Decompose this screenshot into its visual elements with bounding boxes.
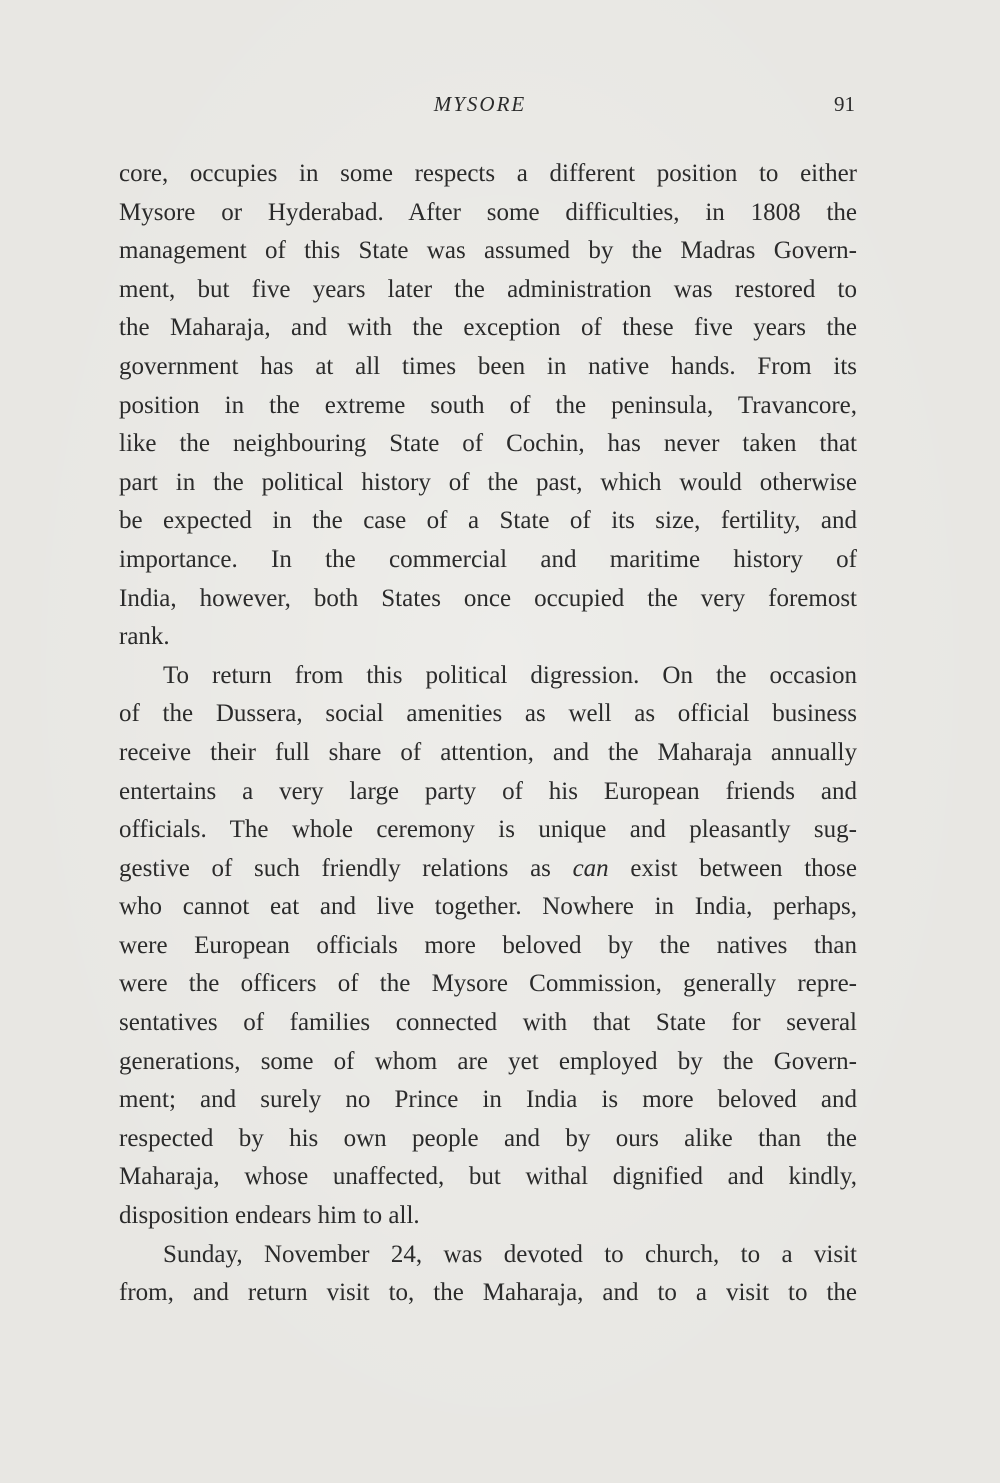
text-line: rank.: [119, 623, 170, 651]
text-line: sentatives of families connected with that State for several: [119, 1009, 857, 1037]
page-number: 91: [834, 92, 855, 116]
text-line: who cannot eat and live together. Nowhere in India, perhaps,: [119, 893, 857, 921]
text-line-with-italic: [119, 850, 857, 889]
text-line: entertains a very large party of his European friends and: [119, 777, 857, 805]
text-segment: exist between those: [608, 854, 857, 882]
text-line: Maharaja, whose unaffected, but withal dignified and kindly,: [119, 1163, 857, 1191]
text-line: of the Dussera, social amenities as well as official business: [119, 700, 857, 728]
text-line: To return from this political digression. On the occasion: [163, 661, 857, 689]
text-line: from, and return visit to, the Maharaja, and to a visit to the: [119, 1279, 857, 1307]
italic-word: can: [572, 854, 609, 882]
text-line: ment; and surely no Prince in India is more beloved and: [119, 1086, 857, 1114]
text-line: part in the political history of the past, which would otherwise: [119, 468, 857, 496]
text-line: importance. In the commercial and maritime history of: [119, 545, 857, 573]
text-line: Mysore or Hyderabad. After some difficulties, in 1808 the: [119, 198, 857, 226]
text-line: were European officials more beloved by the natives than: [119, 931, 857, 959]
text-line: officials. The whole ceremony is unique and pleasantly sug-: [119, 816, 857, 844]
text-line: were the officers of the Mysore Commission, generally repre-: [119, 970, 857, 998]
text-line: core, occupies in some respects a different position to either: [119, 160, 857, 187]
running-head: [0, 92, 1000, 122]
text-line: management of this State was assumed by the Madras Govern-: [119, 237, 857, 265]
text-line: government has at all times been in native hands. From its: [119, 352, 857, 380]
text-line: like the neighbouring State of Cochin, has never taken that: [119, 430, 857, 458]
text-line: respected by his own people and by ours alike than the: [119, 1124, 857, 1152]
text-line: position in the extreme south of the peninsula, Travancore,: [119, 391, 857, 419]
text-segment: gestive of such friendly relations as: [119, 854, 573, 882]
text-line: the Maharaja, and with the exception of these five years the: [119, 314, 857, 342]
body-text: [119, 155, 857, 1313]
text-line: be expected in the case of a State of its size, fertility, and: [119, 507, 857, 535]
running-head-title: MYSORE: [433, 92, 527, 116]
text-line: ment, but five years later the administration was restored to: [119, 275, 857, 303]
text-line: disposition endears him to all.: [119, 1202, 420, 1230]
text-line: Sunday, November 24, was devoted to church, to a visit: [163, 1240, 857, 1268]
text-line: generations, some of whom are yet employed by the Govern-: [119, 1047, 857, 1075]
text-line: India, however, both States once occupied the very foremost: [119, 584, 857, 612]
text-line: receive their full share of attention, and the Maharaja annually: [119, 738, 857, 766]
